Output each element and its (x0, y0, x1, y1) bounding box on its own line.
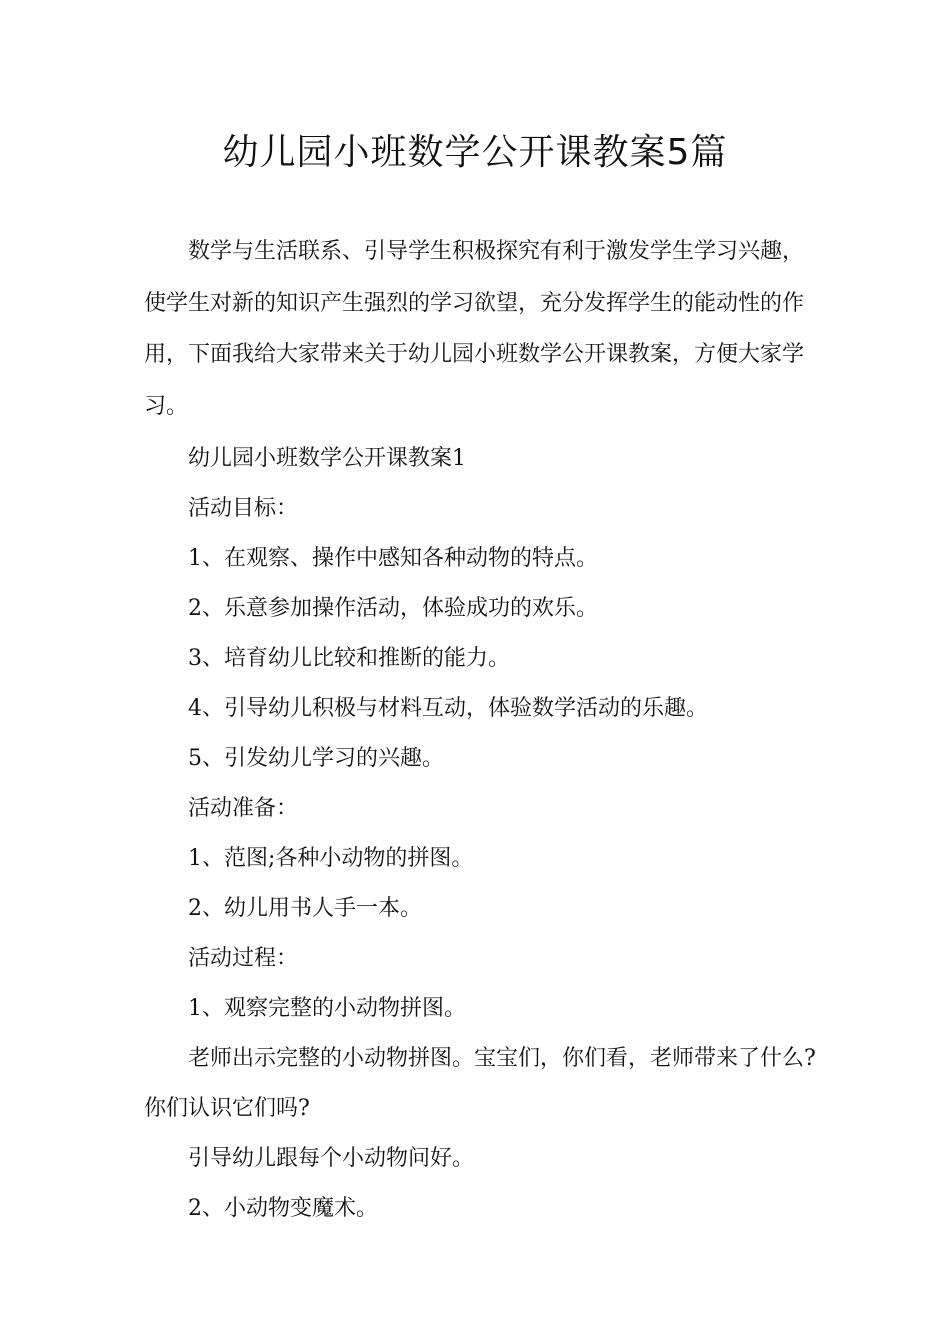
goal-item: 1、在观察、操作中感知各种动物的特点。 (188, 546, 598, 571)
process-step: 2、小动物变魔术。 (188, 1196, 378, 1221)
section-heading-goals: 活动目标： (188, 496, 299, 521)
goal-item: 4、引导幼儿积极与材料互动，体验数学活动的乐趣。 (188, 696, 708, 721)
goal-item: 5、引发幼儿学习的兴趣。 (188, 746, 444, 771)
lesson-heading: 幼儿园小班数学公开课教案1 (188, 446, 466, 471)
goal-item: 3、培育幼儿比较和推断的能力。 (188, 646, 510, 671)
section-heading-preparation: 活动准备： (188, 796, 299, 821)
preparation-item: 2、幼儿用书人手一本。 (188, 896, 422, 921)
process-paragraph: 老师出示完整的小动物拼图。宝宝们，你们看，老师带来了什么?你们认识它们吗? (144, 1046, 816, 1121)
preparation-item: 1、范图;各种小动物的拼图。 (188, 846, 474, 871)
process-step: 1、观察完整的小动物拼图。 (188, 996, 466, 1021)
section-heading-process: 活动过程： (188, 946, 299, 971)
document-body (144, 226, 824, 1234)
document-title: 幼儿园小班数学公开课教案5篇 (222, 132, 728, 173)
process-paragraph: 引导幼儿跟每个小动物问好。 (188, 1146, 475, 1171)
goal-item: 2、乐意参加操作活动，体验成功的欢乐。 (188, 596, 598, 621)
intro-paragraph: 数学与生活联系、引导学生积极探究有利于激发学生学习兴趣，使学生对新的知识产生强烈的学习欲望，充分发挥学生的能动性的作用，下面我给大家带来关于幼儿园小班数学公开课教案，方便大家学习。 (144, 239, 805, 419)
